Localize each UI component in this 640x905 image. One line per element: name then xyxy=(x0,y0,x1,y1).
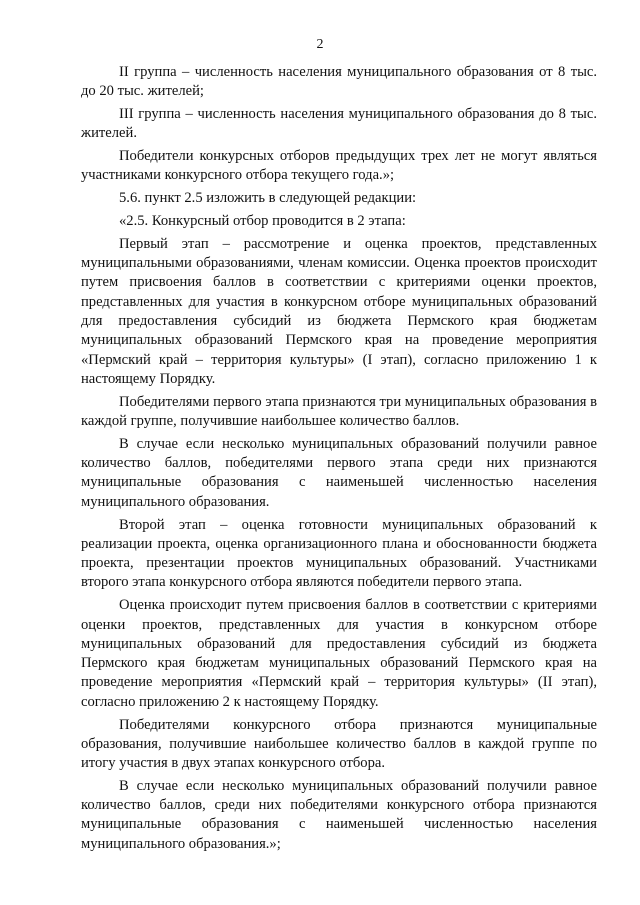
paragraph: Победителями конкурсного отбора признаются муниципальные образования, получившие наибольшее количество баллов в каждой группе по итогу участия в двух этапах конкурсного отбора. xyxy=(81,716,597,772)
paragraph: III группа – численность населения муниципального образования до 8 тыс. жителей. xyxy=(81,106,597,142)
document-body xyxy=(81,63,597,858)
paragraph: 5.6. пункт 2.5 изложить в следующей редакции: xyxy=(119,190,417,207)
paragraph: Победителями первого этапа признаются три муниципальных образования в каждой группе, получившие наибольшее количество баллов. xyxy=(81,393,598,430)
paragraph: Оценка происходит путем присвоения баллов в соответствии с критериями оценки проектов, представленных для участия в конкурсном отборе муниципальных образований для предоставления субсидий из бюджета Пермского края бюджетам муниципальных образований Пермского края на проведение мероприятия «Пермский край – территория культуры» (II этап), согласно приложению 2 к настоящему Порядку. xyxy=(81,597,597,710)
paragraph: II группа – численность населения муниципального образования от 8 тыс. до 20 тыс. жителей; xyxy=(81,64,597,100)
page-number: 2 xyxy=(316,37,324,52)
paragraph: Первый этап – рассмотрение и оценка проектов, представленных муниципальными образованиями, членам комиссии. Оценка проектов происходит путем присвоения баллов в соответствии с критериями оценки проектов, представленных для участия в конкурсном отборе муниципальных образований для предоставления субсидий из бюджета Пермского края бюджетам муниципальных образований Пермского края на проведение мероприятия «Пермский край – территория культуры» (I этап), согласно приложению 1 к настоящему Порядку. xyxy=(81,235,597,387)
paragraph: В случае если несколько муниципальных образований получили равное количество баллов, среди них победителями конкурсного отбора признаются муниципальные образования с наименьшей численностью населения муниципального образования.»; xyxy=(81,777,597,852)
paragraph: В случае если несколько муниципальных образований получили равное количество баллов, победителями первого этапа среди них признаются муниципальные образования с наименьшей численностью населения муниципального образования. xyxy=(81,435,597,510)
paragraph: «2.5. Конкурсный отбор проводится в 2 этапа: xyxy=(119,213,406,230)
paragraph: Победители конкурсных отборов предыдущих трех лет не могут являться участниками конкурсного отбора текущего года.»; xyxy=(81,148,597,184)
paragraph: Второй этап – оценка готовности муниципальных образований к реализации проекта, оценка организационного плана и обоснованности бюджета проекта, презентации проектов муниципальных образований. Участниками второго этапа конкурсного отбора являются победители первого этапа. xyxy=(81,516,597,591)
